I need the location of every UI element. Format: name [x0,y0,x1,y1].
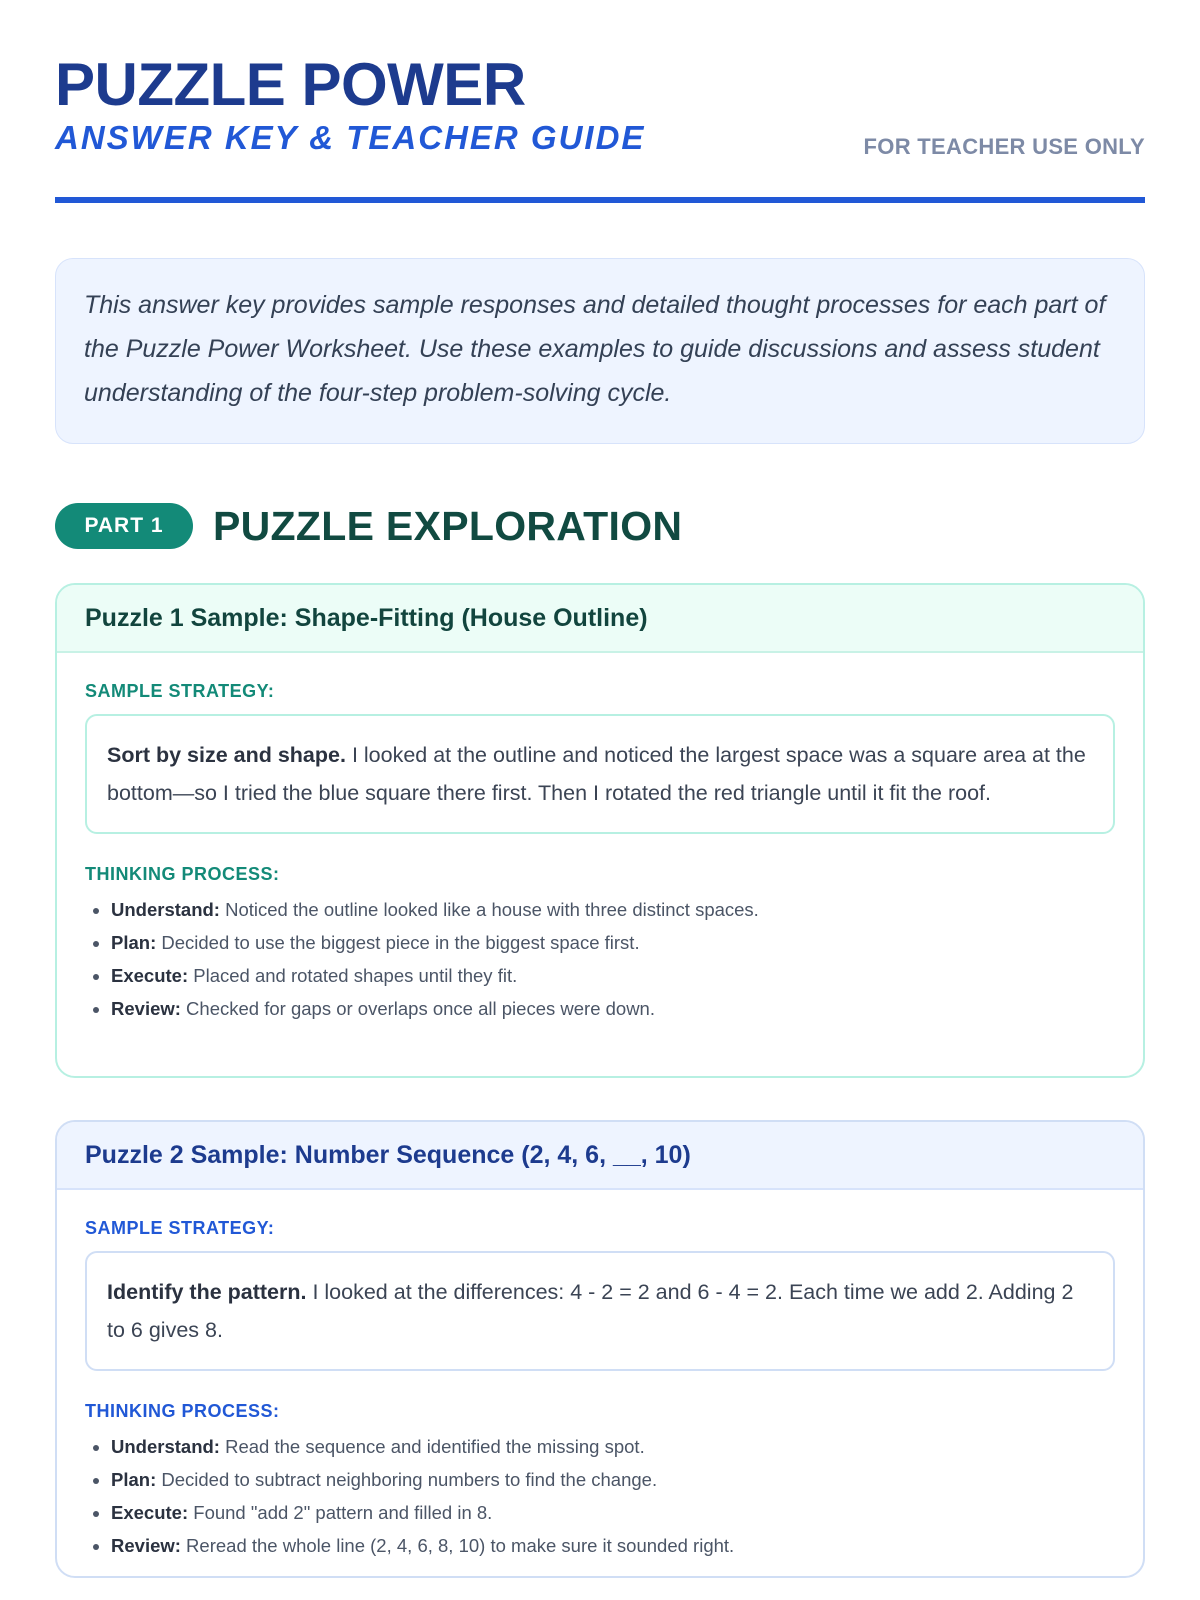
step-text: Found "add 2" pattern and filled in 8. [188,1502,493,1523]
list-item [111,992,1115,1025]
thinking-process-list [85,893,1115,1025]
puzzle-card-2 [55,1120,1145,1578]
strategy-text: I looked at the differences: 4 - 2 = 2 and 6 - 4 = 2. Each time we add 2. Adding 2 to 6 gives 8. [107,1280,1074,1342]
list-item [111,1529,1115,1562]
puzzle-card-heading: Puzzle 1 Sample: Shape-Fitting (House Outline) [57,585,1143,653]
list-item [111,959,1115,992]
part-title: PUZZLE EXPLORATION [213,502,683,549]
step-text: Decided to subtract neighboring numbers to find the change. [156,1469,658,1490]
list-item [111,1496,1115,1529]
list-item [111,1430,1115,1463]
step-text: Read the sequence and identified the missing spot. [219,1436,645,1457]
thinking-process-label: THINKING PROCESS: [85,864,280,884]
step-term: Execute: [111,965,189,986]
list-item [111,926,1115,959]
list-item [111,1463,1115,1496]
puzzle-card-1 [55,583,1145,1078]
puzzle-card-body [57,653,1143,1045]
step-term: Execute: [111,1502,189,1523]
page-title: PUZZLE POWER [55,51,526,118]
step-text: Noticed the outline looked like a house with three distinct spaces. [219,899,759,920]
step-text: Placed and rotated shapes until they fit. [188,965,518,986]
part-pill: PART 1 [55,503,193,549]
sample-strategy-box [85,714,1115,834]
step-term: Plan: [111,932,157,953]
step-text: Checked for gaps or overlaps once all pieces were down. [180,998,655,1019]
step-text: Decided to use the biggest piece in the biggest space first. [156,932,640,953]
list-item [111,893,1115,926]
thinking-process-label: THINKING PROCESS: [85,1401,280,1421]
strategy-lead: Sort by size and shape. [107,743,346,767]
step-term: Review: [111,1535,181,1556]
step-term: Understand: [111,1436,220,1457]
page-subtitle: ANSWER KEY & TEACHER GUIDE [55,119,646,156]
strategy-lead: Identify the pattern. [107,1280,307,1304]
strategy-text: I looked at the outline and noticed the largest space was a square area at the bottom—so I tried the blue square there first. Then I rotated the red triangle until it fit the roof. [107,743,1086,805]
sample-strategy-box [85,1251,1115,1371]
teacher-use-badge: FOR TEACHER USE ONLY [863,134,1145,159]
puzzle-card-heading: Puzzle 2 Sample: Number Sequence (2, 4, 6, __, 10) [57,1122,1143,1190]
sample-strategy-label: SAMPLE STRATEGY: [85,1218,275,1238]
step-term: Plan: [111,1469,157,1490]
thinking-process-list [85,1430,1115,1562]
part-heading [55,501,1145,551]
puzzle-card-body [57,1190,1143,1578]
step-term: Understand: [111,899,220,920]
page-header [55,0,1145,203]
step-term: Review: [111,998,181,1019]
step-text: Reread the whole line (2, 4, 6, 8, 10) to make sure it sounded right. [180,1535,735,1556]
sample-strategy-label: SAMPLE STRATEGY: [85,681,275,701]
intro-callout: This answer key provides sample responses and detailed thought processes for each part of the Puzzle Power Worksheet. Use these examples to guide discussions and assess student understanding of the four-step problem-solving cycle. [55,258,1145,444]
